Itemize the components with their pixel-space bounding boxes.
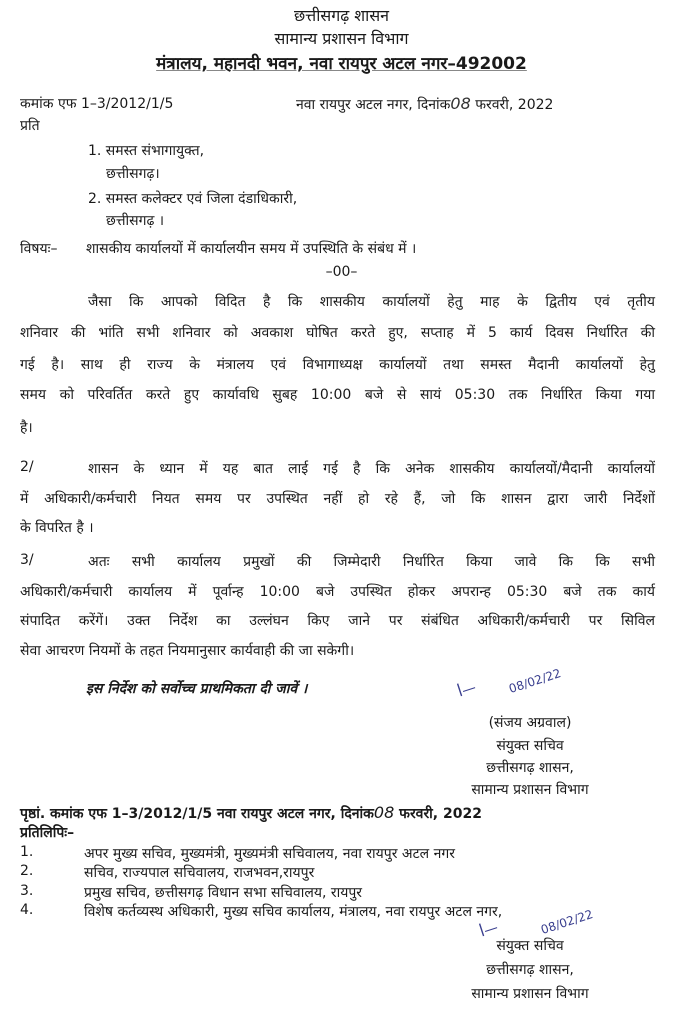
handwritten-day: 08 [450, 94, 471, 113]
reference-number: कमांक एफ 1–3/2012/1/5 [20, 96, 174, 112]
subject-text: शासकीय कार्यालयों में कार्यालयीन समय में उपस्थिति के संबंध में । [86, 241, 417, 257]
paragraph-line: शनिवार की भांति सभी शनिवार को अवकाश घोषित करते हुए, सप्ताह में 5 कार्य दिवस निर्धारित की [20, 325, 655, 341]
handwritten-signature: ꟾ— [455, 679, 479, 701]
paragraph-line: में अधिकारी/कर्मचारी नियत समय पर उपस्थित नहीं हो रहे हैं, जो कि शासन द्वारा जारी निर्देशों [20, 491, 655, 507]
endorsement-reference: पृष्ठां. कमांक एफ 1–3/2012/1/5 नवा रायपुर अटल नगर, दिनांक08 फरवरी, 2022 [20, 803, 482, 822]
copy-number: 4. [20, 902, 34, 918]
signatory-name: (संजय अग्रवाल) [488, 715, 572, 731]
signatory-government: छत्तीसगढ़ शासन, [486, 962, 574, 978]
paragraph-line: अतः सभी कार्यालय प्रमुखों की जिम्मेदारी निर्धारित किया जावे कि कि सभी [88, 554, 655, 570]
copy-item: सचिव, राज्यपाल सचिवालय, राजभवन,रायपुर [84, 865, 315, 881]
paragraph-line: अधिकारी/कर्मचारी कार्यालय में पूर्वान्ह 10:00 बजे उपस्थित होकर अपरान्ह 05:30 बजे तक कार्य [20, 584, 655, 600]
recipient-2-state: छत्तीसगढ़ । [106, 213, 165, 229]
handwritten-signature: ꟾ— [477, 919, 501, 941]
paragraph-line: समय को परिवर्तित करते हुए कार्यावधि सुबह 10:00 बजे से सायं 05:30 तक निर्धारित किया गया [20, 387, 655, 403]
paragraph-line: है। [20, 420, 33, 436]
copy-number: 3. [20, 883, 34, 899]
signatory-government: छत्तीसगढ़ शासन, [486, 760, 574, 776]
copy-item: प्रमुख सचिव, छत्तीसगढ़ विधान सभा सचिवालय, रायपुर [84, 885, 362, 901]
recipient-2: 2. समस्त कलेक्टर एवं जिला दंडाधिकारी, [88, 191, 298, 207]
paragraph-line: संपादित करेंगें। उक्त निर्देश का उल्लंघन किए जाने पर संबंधित अधिकारी/कर्मचारी पर सिविल [20, 613, 655, 629]
copy-item: अपर मुख्य सचिव, मुख्यमंत्री, मुख्यमंत्री सचिवालय, नवा रायपुर अटल नगर [84, 846, 455, 862]
paragraph-line: शासन के ध्यान में यह बात लाई गई है कि अनेक शासकीय कार्यालयों/मैदानी कार्यालयों [88, 461, 655, 477]
signature-date: 08/02/22 [539, 907, 595, 937]
signatory-department: सामान्य प्रशासन विभाग [471, 782, 589, 798]
paragraph-number: 2/ [20, 459, 34, 475]
signatory-designation: संयुक्त सचिव [496, 938, 564, 954]
subject-label: विषयः– [20, 241, 58, 257]
address: मंत्रालय, महानदी भवन, नवा रायपुर अटल नगर–492002 [156, 54, 527, 74]
department-name: सामान्य प्रशासन विभाग [274, 29, 409, 48]
paragraph-line: के विपरित है । [20, 520, 94, 536]
govt-name: छत्तीसगढ़ शासन [293, 6, 390, 25]
reference-place-date: नवा रायपुर अटल नगर, दिनांक08 फरवरी, 2022 [296, 94, 554, 113]
copy-number: 2. [20, 863, 34, 879]
copy-label: प्रतिलिपिः– [20, 825, 75, 841]
signatory-department: सामान्य प्रशासन विभाग [471, 986, 589, 1002]
paragraph-line: सेवा आचरण नियमों के तहत नियमानुसार कार्यवाही की जा सकेगी। [20, 643, 355, 659]
recipient-1: 1. समस्त संभागायुक्त, [88, 143, 205, 159]
paragraph-number: 3/ [20, 552, 34, 568]
copy-number: 1. [20, 844, 34, 860]
separator: –00– [325, 264, 358, 280]
handwritten-day: 08 [373, 803, 395, 822]
signatory-designation: संयुक्त सचिव [496, 738, 564, 754]
signature-date: 08/02/22 [507, 666, 563, 696]
recipient-1-state: छत्तीसगढ़। [106, 166, 160, 182]
paragraph-line: गई है। साथ ही राज्य के मंत्रालय एवं विभागाध्यक्ष कार्यालयों तथा समस्त मैदानी कार्यालयों हेतु [20, 357, 655, 373]
to-label: प्रति [20, 118, 40, 134]
copy-item: विशेष कर्तव्यस्थ अधिकारी, मुख्य सचिव कार्यालय, मंत्रालय, नवा रायपुर अटल नगर, [84, 904, 503, 920]
priority-note: इस निर्देश को सर्वोच्च प्राथमिकता दी जावें । [86, 681, 308, 697]
paragraph-line: जैसा कि आपको विदित है कि शासकीय कार्यालयों हेतु माह के द्वितीय एवं तृतीय [88, 294, 655, 310]
